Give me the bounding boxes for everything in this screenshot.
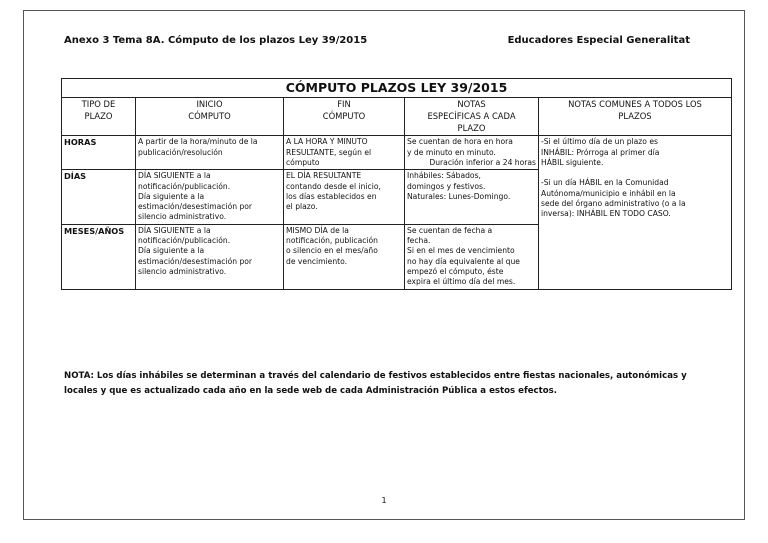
horas-notas: Se cuentan de hora en hora y de minuto en minuto. Duración inferior a 24 horas [405,136,539,170]
header-notas-comunes: NOTAS COMUNES A TODOS LOS PLAZOS [539,98,732,136]
dias-notas: Inhábiles: Sábados, domingos y festivos. Naturales: Lunes-Domingo. [405,170,539,225]
meses-fin: MISMO DÍA de la notificación, publicación o silencio en el mes/año de vencimiento. [284,224,405,289]
table-row-horas [62,136,732,170]
notas-comunes-cell: -Si el último día de un plazo es INHÁBIL: Prórroga al primer día HÁBIL siguiente. -Si un día HÁBIL en la Comunidad Autónoma/municipio e inhábil en la sede del órgano administrativo (o a la inversa): INHÁBIL EN TODO CASO. [539,136,732,289]
document-page [23,10,745,520]
horas-inicio: A partir de la hora/minuto de la publicación/resolución [136,136,284,170]
horas-fin: A LA HORA Y MINUTO RESULTANTE, según el cómputo [284,136,405,170]
page-number: 1 [381,496,387,505]
header-inicio-computo: INICIO CÓMPUTO [136,98,284,136]
meses-notas: Se cuentan de fecha a fecha. Si en el mes de vencimiento no hay día equivalente al que empezó el cómputo, éste expira el último día del mes. [405,224,539,289]
header-tipo-plazo: TIPO DE PLAZO [62,98,136,136]
table-title: CÓMPUTO PLAZOS LEY 39/2015 [62,79,732,98]
table-header-row [62,98,732,136]
header-subject: Educadores Especial Generalitat [507,35,690,46]
footnote-nota: NOTA: Los días inhábiles se determinan a través del calendario de festivos establecidos entre fiestas nacionales, autonómicas y locales y que es actualizado cada año en la sede web de cada Administración Pública a estos efectos. [64,371,687,397]
row-label-meses-anos: MESES/AÑOS [62,224,136,289]
dias-inicio: DÍA SIGUIENTE a la notificación/publicación. Día siguiente a la estimación/desestimación por silencio administrativo. [136,170,284,225]
row-label-dias: DÍAS [62,170,136,225]
header-fin-computo: FIN CÓMPUTO [284,98,405,136]
header-title: Anexo 3 Tema 8A. Cómputo de los plazos Ley 39/2015 [64,35,368,46]
dias-fin: EL DÍA RESULTANTE contando desde el inicio, los días establecidos en el plazo. [284,170,405,225]
plazos-table [61,78,732,290]
meses-inicio: DÍA SIGUIENTE a la notificación/publicación. Día siguiente a la estimación/desestimación por silencio administrativo. [136,224,284,289]
header-notas-especificas: NOTAS ESPECÍFICAS A CADA PLAZO [405,98,539,136]
row-label-horas: HORAS [62,136,136,170]
